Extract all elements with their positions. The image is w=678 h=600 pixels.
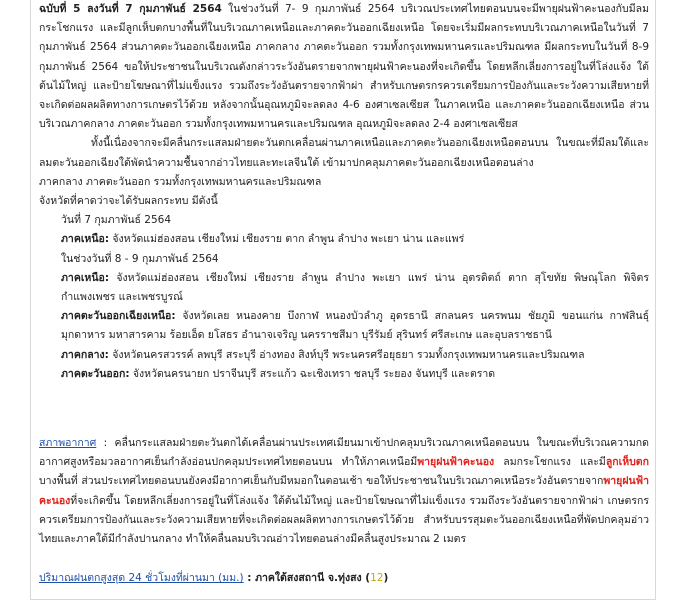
bulletin-page [30, 0, 656, 600]
region-provinces: จังหวัดแม่ฮ่องสอน เชียงใหม่ เชียงราย ตาก ลำพูน ลำปาง พะเยา น่าน และแพร่ [109, 233, 465, 246]
weather-paragraph [39, 434, 649, 549]
intro-text: ในช่วงวันที่ 7- 9 กุมภาพันธ์ 2564 บริเวณประเทศไทยตอนบนจะมีพายุฝนฟ้าคะนองกับมีลมกระโชกแรง และมีลูกเห็บตกบางพื้นที่ในบริเวณภาคเหนือและภาคตะวันออกเฉียงเหนือ โดยจะเริ่มมีผลกระทบบริเวณภาคเหนือในวันที่ 7 กุมภาพันธ์ 2564 ส่วนภาคตะวันออกเฉียงเหนือ ภาคกลาง ภาคตะวันออก รวมทั้งกรุงเทพมหานครและปริมณฑล มีผลกระทบในวันที่ 8-9 กุมภาพันธ์ 2564 ขอให้ประชาชนในบริเวณดังกล่าวระวังอันตรายจากพายุฝนฟ้าคะนองที่จะเกิดขึ้น โดยหลีกเลี่ยงการอยู่ในที่โล่งแจ้ง ใต้ต้นไม้ใหญ่ และป้ายโฆษณาที่ไม่แข็งแรง รวมถึงระวังอันตรายจากฟ้าผ่า สำหรับเกษตรกรควรเตรียมการป้องกันและระวังความเสียหายที่จะเกิดต่อผลผลิตทางการเกษตรไว้ด้วย หลังจากนั้นอุณหภูมิจะลดลง 4-6 องศาเซลเซียส ในภาคเหนือ และภาคตะวันออกเฉียงเหนือ ส่วนบริเวณภาคกลาง ภาคตะวันออก รวมทั้งกรุงเทพมหานครและปริมณฑล อุณหภูมิจะลดลง 2-4 องศาเซลเซียส [39, 3, 649, 131]
cause-paragraph: ทั้งนี้เนื่องจากจะมีคลื่นกระแสลมฝ่ายตะวันตกเคลื่อนผ่านภาคเหนือและภาคตะวันออกเฉียงเหนือตอนบน ในขณะที่มีลมใต้และลมตะวันออกเฉียงใต้พัดนำความชื้นจากอ่าวไทยและทะเลจีนใต้ เข้ามาปกคลุมภาคตะวันออกเฉียงเหนือตอนล่าง [39, 137, 649, 169]
region-label: ภาคเหนือ: [61, 271, 110, 284]
cause-paragraph-cont: ภาคกลาง ภาคตะวันออก รวมทั้งกรุงเทพมหานครและปริมณฑล [39, 175, 322, 188]
weather-link[interactable]: สภาพอากาศ [39, 437, 97, 450]
rainfall-region: ภาคใต้สงสถานี [255, 572, 325, 585]
region-provinces: จังหวัดเลย หนองคาย บึงกาฬ หนองบัวลำภู อุดรธานี สกลนคร นครพนม ชัยภูมิ ขอนแก่น กาฬสินธุ์ มุกดาหาร มหาสารคาม ร้อยเอ็ด ยโสธร อำนาจเจริญ นครราชสีมา บุรีรัมย์ สุรินทร์ ศรีสะเกษ และอุบลราชธานี [61, 310, 649, 342]
region-east-day2 [61, 365, 649, 384]
date-2: ในช่วงวันที่ 8 - 9 กุมภาพันธ์ 2564 [61, 252, 219, 265]
section-spacer [39, 384, 649, 434]
weather-text: ที่จะเกิดขึ้น โดยหลีกเลี่ยงการอยู่ในที่โล่งแจ้ง ใต้ต้นไม้ใหญ่ และป้ายโฆษณาที่ไม่แข็งแรง รวมถึงระวังอันตรายจากฟ้าผ่า เกษตรกรควรเตรียมการป้องกันและระวังความเสียหายที่จะเกิดต่อผลผลิตทางการเกษตรไว้ด้วย สำหรับบรรสุมตะวันออกเฉียงเหนือที่พัดปกคลุมอ่าวไทยและภาคใต้มีกำลังปานกลาง ทำให้คลื่นลมบริเวณอ่าวไทยตอนล่างมีคลื่นสูงประมาณ 2 เมตร [39, 494, 649, 546]
issue-label: ฉบับที่ 5 ลงวันที่ 7 กุมภาพันธ์ 2564 [39, 3, 222, 15]
rainfall-link[interactable]: ปริมาณฝนตกสูงสุด 24 ชั่วโมงที่ผ่านมา (มม.) [39, 572, 244, 585]
date-1: วันที่ 7 กุมภาพันธ์ 2564 [61, 214, 172, 227]
rainfall-station: จ.ทุ่งสง ( [324, 572, 371, 585]
region-label: ภาคตะวันออก: [61, 367, 130, 380]
region-label: ภาคเหนือ: [61, 233, 110, 246]
region-label: ภาคตะวันออกเฉียงเหนือ: [61, 310, 176, 323]
rainfall-close: ) [383, 572, 389, 585]
alert-text: พายุฝนฟ้าคะนอง [417, 456, 495, 469]
region-label: ภาคกลาง: [61, 348, 109, 361]
region-north-day2 [61, 269, 649, 307]
region-provinces: จังหวัดนครสวรรค์ ลพบุรี สระบุรี อ่างทอง สิงห์บุรี พระนครศรีอยุธยา รวมทั้งกรุงเทพมหานครและปริมณฑล [108, 348, 585, 361]
weather-text: บางพื้นที่ ส่วนประเทศไทยตอนบนยังคงมีอากาศเย็นกับมีหมอกในตอนเช้า ขอให้ประชาชนในบริเวณภาคเหนือระวังอันตรายจาก [39, 475, 604, 488]
rainfall-value: 12 [370, 572, 384, 585]
region-central-day2 [61, 346, 649, 365]
alert-text: ลูกเห็บตก [605, 456, 649, 469]
weather-text: : คลื่นกระแสลมฝ่ายตะวันตกได้เคลื่อนผ่านประเทศเมียนมาเข้าปกคลุมบริเวณภาคเหนือตอนบน ในขณะที่บริเวณความกดอากาศสูงหรือมวลอากาศเย็นกำลังอ่อนปกคลุมประเทศไทยตอนบน ทำให้ภาคเหนือมี [39, 437, 649, 469]
region-provinces: จังหวัดนครนายก ปราจีนบุรี สระแก้ว ฉะเชิงเทรา ชลบุรี ระยอง จันทบุรี และตราด [129, 367, 496, 380]
region-northeast-day2 [61, 307, 649, 345]
region-north-day1 [61, 230, 649, 249]
rainfall-colon: : [243, 572, 256, 585]
affected-heading: จังหวัดที่คาดว่าจะได้รับผลกระทบ มีดังนี้ [39, 195, 218, 208]
weather-text: ลมกระโชกแรง และมี [494, 456, 606, 469]
alert-text: พายุฝนฟ้าคะนอง [39, 475, 649, 507]
rainfall-line [39, 569, 649, 588]
region-provinces: จังหวัดแม่ฮ่องสอน เชียงใหม่ เชียงราย ลำพูน ลำปาง พะเยา แพร่ น่าน อุตรดิตถ์ ตาก สุโขทัย พิษณุโลก พิจิตร กำแพงเพชร และเพชรบูรณ์ [61, 271, 649, 304]
bulletin-intro [39, 0, 649, 134]
